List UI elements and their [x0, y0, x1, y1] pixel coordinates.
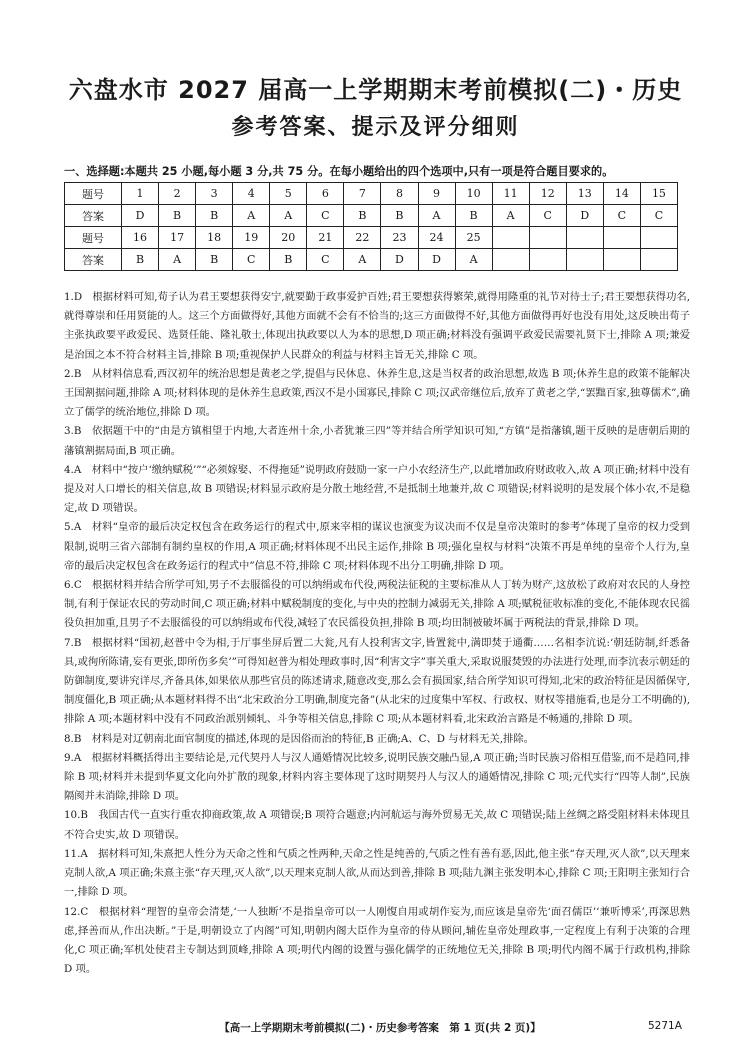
answer-cell: D	[566, 205, 603, 227]
explanation-item: 5.A 材料“皇帝的最后决定权包含在政务运行的程式中,原来宰相的谋议也演变为议决而不仅是皇帝决策时的参考”体现了皇帝的权力受到限制,说明三省六部制有制约皇权的作用,A 项正确;材料体现不出民主运作,排除 B 项;强化皇权与材料“决策不再是单纯的皇帝个人行为,皇帝的最后决定权包含在政务运行的程式中”信息不符,排除 C 项;材料体现不出分工明确,排除 D 项。	[64, 521, 690, 572]
question-number: 17	[159, 227, 196, 249]
page-footer: 【高一上学期期末考前模拟(二)・历史参考答案 第 1 页(共 2 页)】	[219, 1022, 541, 1034]
page-title: 六盘水市 2027 届高一上学期期末考前模拟(二)・历史	[68, 76, 683, 104]
answer-table-row-answers-2	[65, 249, 678, 271]
answer-cell: B	[196, 205, 233, 227]
row-label-answer: 答案	[65, 249, 122, 271]
answer-cell: A	[270, 205, 307, 227]
answer-cell: C	[307, 205, 344, 227]
row-label-answer: 答案	[65, 205, 122, 227]
empty-cell	[492, 227, 529, 249]
answer-cell: D	[122, 205, 159, 227]
answer-cell: A	[159, 249, 196, 271]
question-number: 12	[529, 183, 566, 205]
question-number: 5	[270, 183, 307, 205]
empty-cell	[566, 227, 603, 249]
question-number: 21	[307, 227, 344, 249]
answer-cell: A	[455, 249, 492, 271]
answer-cell: D	[381, 249, 418, 271]
answer-cell: D	[418, 249, 455, 271]
question-number: 22	[344, 227, 381, 249]
explanation-item: 4.A 材料中“按户‘缴纳赋税’”“必须嫁娶、不得拖延”说明政府鼓励一家一户小农经济生产,以此增加政府财政收入,故 A 项正确;材料中没有提及对人口增长的相关信息,故 B 项错误;材料显示政府是分散土地经营,不是抵制土地兼并,故 C 项错误;材料说明的是发展个体小农,不是稳定,故 D 项错误。	[64, 463, 690, 515]
explanation-item: 12.C 根据材料“理智的皇帝会清楚,‘一人独断’不是指皇帝可以一人刚愎自用或胡作妄为,而应该是皇帝先‘面召儒臣’‘兼听博采’,再深思熟虑,择善而从,作出决断。”于是,明朝设立了内阁”可知,明朝内阁大臣作为皇帝的侍从顾问,辅佐皇帝处理政事,一定程度上有利于决策的合理化,C 项正确;军机处使君主专制达到顶峰,排除 A 项;明代内阁的设置与强化儒学的正统地位无关,排除 B 项;明代内阁不属于行政机构,排除 D 项。	[64, 905, 690, 976]
answer-cell: B	[270, 249, 307, 271]
question-number: 18	[196, 227, 233, 249]
empty-cell	[603, 249, 640, 271]
question-number: 10	[455, 183, 492, 205]
question-number: 2	[159, 183, 196, 205]
question-number: 3	[196, 183, 233, 205]
row-label-question: 题号	[65, 183, 122, 205]
question-number: 19	[233, 227, 270, 249]
answer-cell: B	[344, 205, 381, 227]
question-number: 13	[566, 183, 603, 205]
question-number: 25	[455, 227, 492, 249]
empty-cell	[603, 227, 640, 249]
answer-cell: C	[307, 249, 344, 271]
explanation-item: 7.B 根据材料“国初,赵普中令为相,于厅事坐屏后置二大瓮,凡有人投利害文字,皆置瓮中,满即焚于通衢……名相李沆说:‘朝廷防制,纤悉备具,或徇所陈请,妄有更张,即所伤多矣’”可得知赵普为相处理政事时,因“利害文字”事关重大,采取说服焚毁的办法进行处理,而李沆表示朝廷的防御制度,要讲究详尽,齐备具体,如果依从那些官员的陈述请求,随意改变,那么会有损国家,结合所学知识可得知,北宋的政治特征是因循保守,制度僵化,B 项正确;从本题材料得不出“北宋政治分工明确,制度完备”(从北宋的过度集中军权、行政权、财权等措施看,也是分工不明确的),排除 A 项;本题材料中没有不同政治派别倾轧、斗争等相关信息,排除 C 项;从本题材料看,北宋政治言路是不畅通的,排除 D 项。	[64, 636, 690, 726]
explanation-item: 11.A 据材料可知,朱熹把人性分为天命之性和气质之性两种,天命之性是纯善的,气质之性有善有恶,因此,他主张“存天理,灭人欲”,以天理来克制人欲,A 项正确;朱熹主张“存天理,灭人欲”,以天理来克制人欲,从而达到善,排除 B 项;陆九渊主张发明本心,排除 C 项;王阳明主张知行合一,排除 D 项。	[64, 847, 690, 899]
answer-cell: B	[159, 205, 196, 227]
explanation-item: 1.D 根据材料可知,荀子认为君王要想获得安宁,就要勤于政事爱护百姓;君王要想获得繁荣,就得用隆重的礼节对待士子;君王要想获得功名,就得尊崇和任用贤能的人。这三个方面做得好,其他方面就不会有不恰当的;这三方面做得不好,其他方面做得再好也没有用处,这反映出荀子主张执政要平政爱民、选贤任能、隆礼敬士,体现出执政要以人为本的思想,D 项正确;材料没有强调平政爱民需要礼贤下士,排除 A 项;兼爱是治国之本不符合材料主旨,排除 B 项;重视保护人民群众的利益与材料主旨无关,排除 C 项。	[64, 291, 690, 361]
question-number: 8	[381, 183, 418, 205]
document-code: 5271A	[648, 1020, 682, 1032]
question-number: 9	[418, 183, 455, 205]
answer-table-row-numbers-2	[65, 227, 678, 249]
question-number: 23	[381, 227, 418, 249]
explanation-item: 6.C 根据材料并结合所学可知,男子不去服徭役的可以纳绢或布代役,两税法征税的主要标准从人丁转为财产,这放松了政府对农民的人身控制,有利于保证农民的劳动时间,C 项正确;材料中赋税制度的变化,与中央的控制力减弱无关,排除 A 项;赋税征收标准的变化,不能体现农民徭役负担加重,且男子不去服徭役的可以纳绢或布代役,减轻了农民徭役负担,排除 B 项;均田制被破坏属于两税法的背景,排除 D 项。	[64, 579, 690, 630]
question-number: 7	[344, 183, 381, 205]
question-number: 1	[122, 183, 159, 205]
question-number: 4	[233, 183, 270, 205]
answer-cell: B	[455, 205, 492, 227]
empty-cell	[640, 249, 677, 271]
explanation-list	[64, 288, 690, 979]
answer-table-row-numbers-1	[65, 183, 678, 205]
answer-cell: C	[529, 205, 566, 227]
answer-table-row-answers-1	[65, 205, 678, 227]
explanation-item: 3.B 依据题干中的“由是方镇相望于内地,大者连州十余,小者犹兼三四”等并结合所学知识可知,“方镇”是指藩镇,题干反映的是唐朝后期的藩镇割据局面,B 项正确。	[64, 425, 690, 457]
section-heading: 一、选择题:本题共 25 小题,每小题 3 分,共 75 分。在每小题给出的四个选项中,只有一项是符合题目要求的。	[64, 165, 614, 178]
row-label-question: 题号	[65, 227, 122, 249]
question-number: 15	[640, 183, 677, 205]
empty-cell	[566, 249, 603, 271]
empty-cell	[529, 249, 566, 271]
answer-cell: C	[640, 205, 677, 227]
empty-cell	[640, 227, 677, 249]
question-number: 6	[307, 183, 344, 205]
explanation-item: 8.B 材料是对辽朝南北面官制度的描述,体现的是因俗而治的特征,B 正确;A、C、D 与材料无关,排除。	[64, 732, 534, 745]
explanation-item: 9.A 根据材料概括得出主要结论是,元代契丹人与汉人通婚情况比较多,说明民族交融凸显,A 项正确;当时民族习俗相互借鉴,而不是趋同,排除 B 项;材料并未提到华夏文化向外扩散的现象,材料内容主要体现了这时期契丹人与汉人的通婚情况,排除 C 项;元代实行“四等人制”,民族隔阂并未消除,排除 D 项。	[64, 751, 690, 803]
question-number: 16	[122, 227, 159, 249]
answer-cell: C	[603, 205, 640, 227]
answer-cell: A	[418, 205, 455, 227]
answer-cell: B	[122, 249, 159, 271]
answer-cell: B	[381, 205, 418, 227]
answer-cell: C	[233, 249, 270, 271]
question-number: 20	[270, 227, 307, 249]
question-number: 14	[603, 183, 640, 205]
empty-cell	[492, 249, 529, 271]
question-number: 24	[418, 227, 455, 249]
answer-cell: A	[233, 205, 270, 227]
answer-cell: A	[344, 249, 381, 271]
answer-cell: B	[196, 249, 233, 271]
question-number: 11	[492, 183, 529, 205]
answer-table	[64, 182, 678, 271]
page-subtitle: 参考答案、提示及评分细则	[231, 115, 520, 140]
explanation-item: 2.B 从材料信息看,西汉初年的统治思想是黄老之学,提倡与民休息、休养生息,这是当权者的政治思想,故选 B 项;休养生息的政策不能解决王国割据问题,排除 A 项;材料体现的是休养生息政策,西汉不是小国寡民,排除 C 项;汉武帝继位后,放弃了黄老之学,“罢黜百家,独尊儒术”,确立了儒学的统治地位,排除 D 项。	[64, 367, 690, 419]
answer-cell: A	[492, 205, 529, 227]
explanation-item: 10.B 我国古代一直实行重农抑商政策,故 A 项错误;B 项符合题意;内河航运与海外贸易无关,故 C 项错误;陆上丝绸之路受阻材料未体现且不符合史实,故 D 项错误。	[64, 809, 690, 841]
empty-cell	[529, 227, 566, 249]
